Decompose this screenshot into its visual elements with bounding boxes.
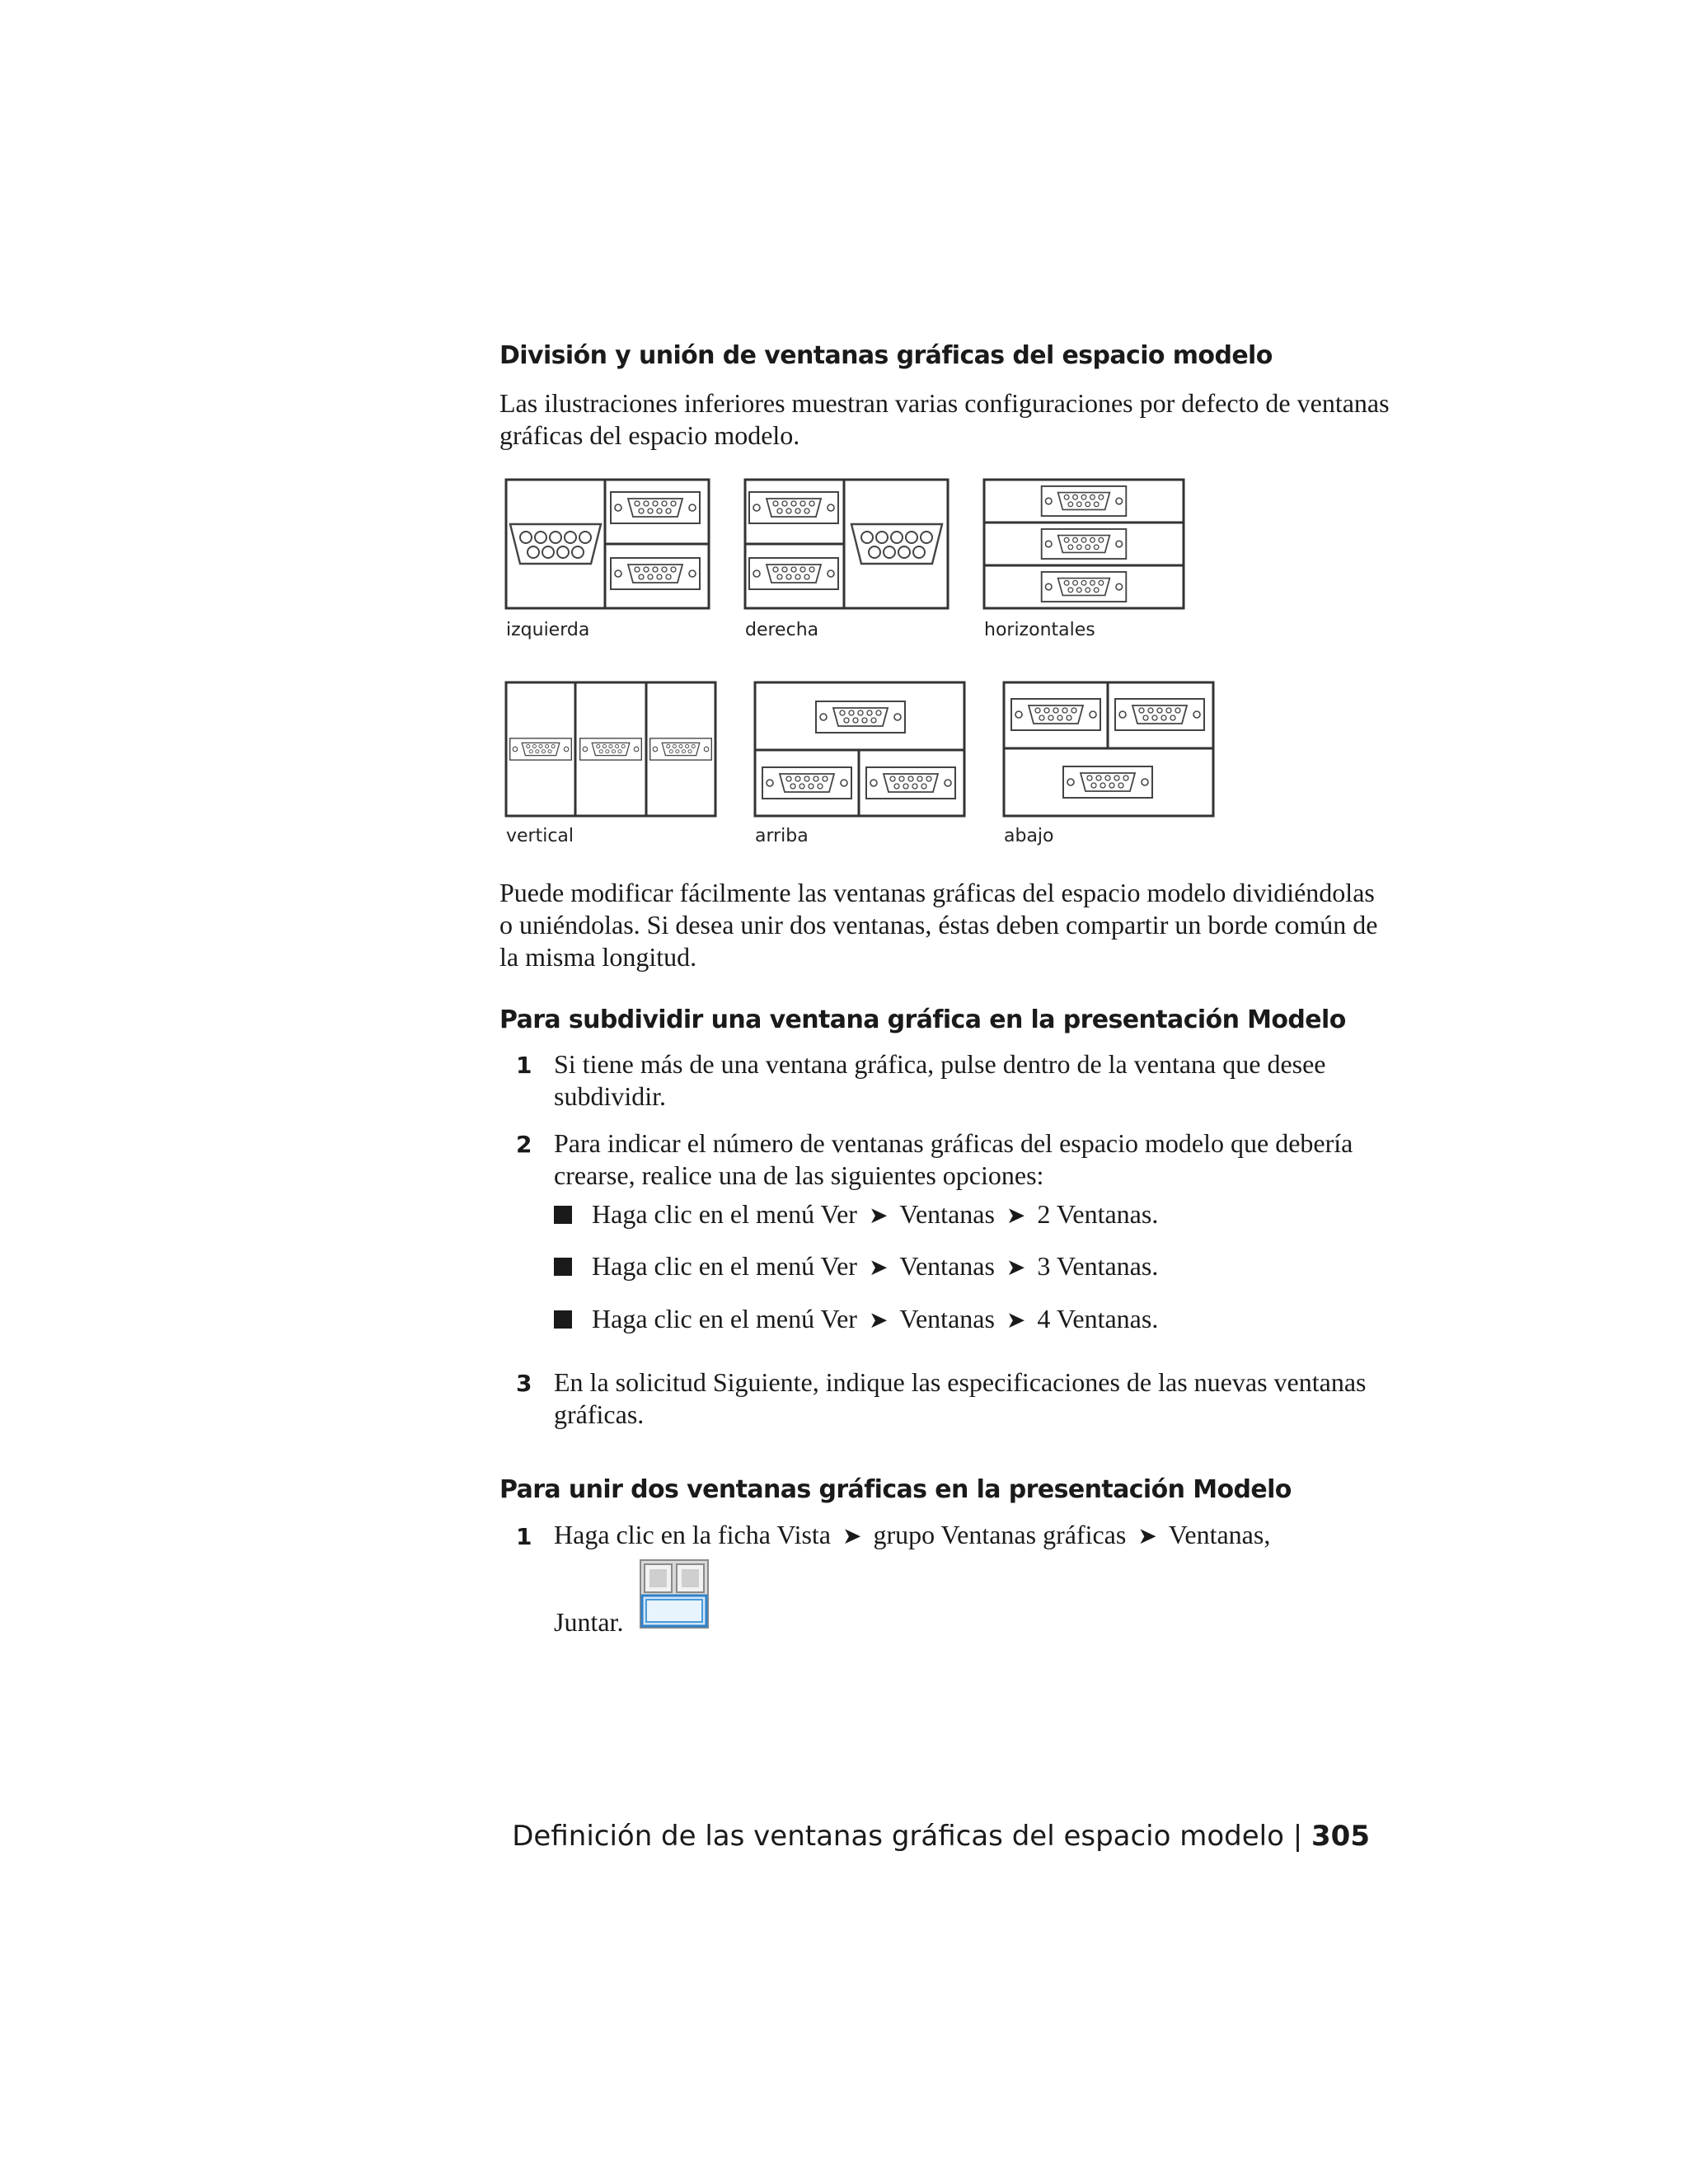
figure-label-left: izquierda xyxy=(506,620,590,640)
viewport-config-top-figure xyxy=(753,681,966,818)
viewport-config-horizontal-figure xyxy=(982,478,1185,610)
viewport-config-bottom-figure xyxy=(1002,681,1215,818)
step-text: Para indicar el número de ventanas gráficas del espacio modelo que debería crearse, realice una de las siguientes opciones: xyxy=(554,1128,1353,1190)
footer-separator: | xyxy=(1292,1820,1303,1853)
step-text: Haga clic en la ficha Vista ➤ grupo Ventanas gráficas ➤ Ventanas, xyxy=(554,1520,1271,1549)
step-text: Si tiene más de una ventana gráfica, pulse dentro de la ventana que desee subdividir. xyxy=(554,1049,1326,1111)
figure-label-bottom: abajo xyxy=(1004,826,1054,846)
viewport-config-left-figure xyxy=(504,478,710,610)
viewport-config-vertical-figure xyxy=(504,681,717,818)
step-number: 1 xyxy=(516,1523,532,1550)
procedure-subdivide-title: Para subdividir una ventana gráfica en la presentación Modelo xyxy=(499,1005,1346,1034)
procedure-join-title: Para unir dos ventanas gráficas en la presentación Modelo xyxy=(499,1475,1292,1504)
step-number: 3 xyxy=(516,1370,532,1397)
step-number: 2 xyxy=(516,1131,532,1158)
figure-label-right: derecha xyxy=(745,620,819,640)
bullet-marker xyxy=(554,1258,572,1276)
body-paragraph: Puede modificar fácilmente las ventanas gráficas del espacio modelo dividiéndolas o uniéndolas. Si desea unir dos ventanas, éstas deben compartir un borde común de la misma longitud. xyxy=(499,878,1378,972)
arrow-icon: ➤ xyxy=(1006,1202,1026,1229)
arrow-icon: ➤ xyxy=(1137,1522,1157,1549)
bullet-marker xyxy=(554,1310,572,1329)
step-text: En la solicitud Siguiente, indique las especificaciones de las nuevas ventanas gráficas. xyxy=(554,1367,1367,1429)
viewport-config-right-figure xyxy=(743,478,950,610)
figure-label-top: arriba xyxy=(755,826,809,846)
footer-title: Definición de las ventanas gráficas del espacio modelo xyxy=(512,1820,1284,1853)
bullet-item: Haga clic en el menú Ver ➤ Ventanas ➤ 2 Ventanas. xyxy=(592,1199,1159,1229)
join-viewports-icon xyxy=(640,1559,709,1629)
step-text-continued: Juntar. xyxy=(554,1607,624,1637)
page-footer xyxy=(512,1820,1370,1853)
arrow-icon: ➤ xyxy=(1006,1254,1026,1281)
bullet-item: Haga clic en el menú Ver ➤ Ventanas ➤ 3 Ventanas. xyxy=(592,1251,1159,1281)
bullet-marker xyxy=(554,1206,572,1224)
page-number: 305 xyxy=(1311,1820,1370,1853)
arrow-icon: ➤ xyxy=(868,1306,889,1333)
arrow-icon: ➤ xyxy=(1006,1306,1026,1333)
section-title: División y unión de ventanas gráficas del espacio modelo xyxy=(499,341,1273,370)
arrow-icon: ➤ xyxy=(842,1522,862,1549)
step-number: 1 xyxy=(516,1052,532,1079)
intro-paragraph: Las ilustraciones inferiores muestran varias configuraciones por defecto de ventanas gráficas del espacio modelo. xyxy=(499,388,1390,450)
figure-label-horizontal: horizontales xyxy=(984,620,1095,640)
figure-label-vertical: vertical xyxy=(506,826,574,846)
arrow-icon: ➤ xyxy=(868,1202,889,1229)
bullet-item: Haga clic en el menú Ver ➤ Ventanas ➤ 4 Ventanas. xyxy=(592,1304,1159,1333)
arrow-icon: ➤ xyxy=(868,1254,889,1281)
